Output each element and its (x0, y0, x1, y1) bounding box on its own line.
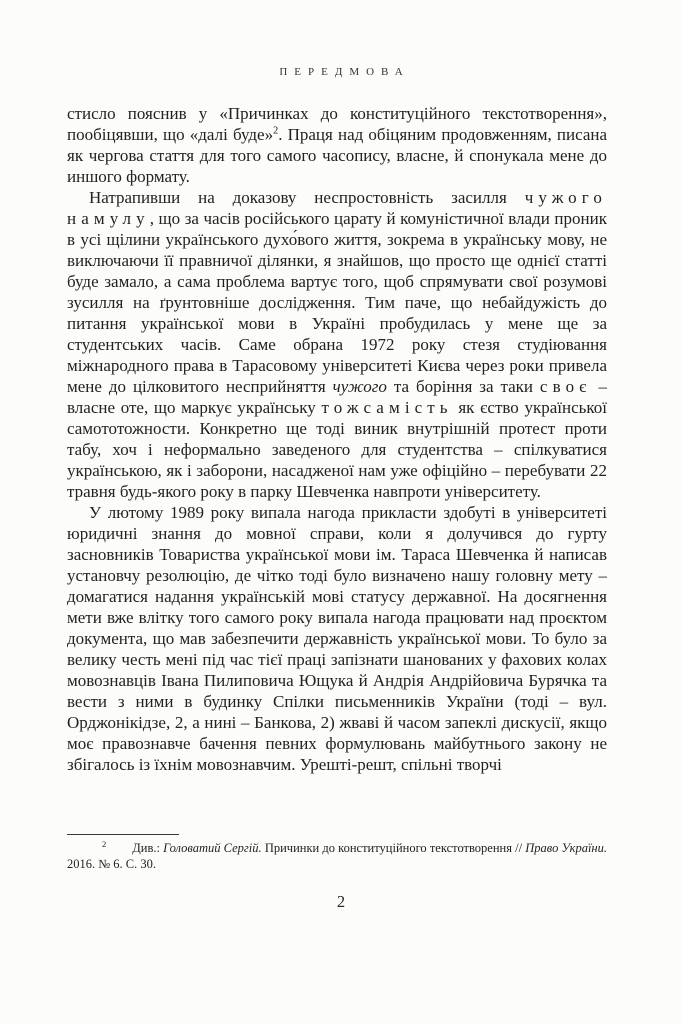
text-segment: тожсамість (321, 398, 453, 417)
text-segment: – власне оте, що маркує українську (67, 377, 607, 417)
running-header: ПЕРЕДМОВА (279, 66, 410, 78)
body-text (67, 103, 607, 829)
text-segment: чужого (332, 377, 387, 396)
footnote-separator (67, 834, 179, 835)
text-segment: 2 (273, 125, 279, 137)
paragraph (67, 103, 607, 187)
text-segment: Натрапивши на доказову неспростовність засилля (89, 188, 525, 207)
text-segment: Головатий Сергій. (163, 841, 262, 855)
page-number: 2 (336, 892, 346, 911)
text-segment: своє (539, 377, 592, 396)
text-segment: чужого намулу (67, 188, 607, 228)
paragraph (67, 187, 607, 502)
paragraph (67, 502, 607, 775)
text-segment: 2016. № 6. С. 30. (67, 856, 157, 871)
text-segment: та боріння за таки (386, 377, 540, 396)
footnote (67, 838, 607, 872)
text-segment: як єство української самототожности. Конкретно ще тоді виник внутрішній протест проти табу, хоч і неформально заведеного для студентства – спілкуватися українською, як і заборони, насадженої нам уже офіційно – перебувати 22 травня будь-якого року в парку Шевченка навпроти університету. (67, 398, 607, 501)
footnote-marker: 2 (102, 838, 107, 849)
text-segment: стисло пояснив у «Причинках до конституційного текстотворення», пообіцявши, що «далі буде» (67, 104, 607, 144)
text-segment: . Праця над обіцяним продовженням, писана як чергова стаття для того самого часопису, власне, й спонукала мене до иншого формату. (67, 125, 607, 186)
text-segment: Причинки до конституційного текстотворення // (261, 841, 526, 855)
text-segment: , що за часів російського царату й комуністичної влади проник в усі щілини українського духо́вого життя, зокрема в українську мову, не виключаючи її правничої ділянки, я знайшов, що просто ще однієї статті буде замало, а сама проблема вартує того, щоб спрямувати свої розумові зусилля на ґрунтовніше дослідження. Тим паче, що небайдужість до питання української мови в Україні пробудилась у мене ще за студентських часів. Саме обрана 1972 року стезя студіювання міжнародного права в Тарасовому університеті Києва через роки привела мене до цілковитого несприйняття (67, 209, 607, 396)
text-segment: Див.: (132, 841, 164, 855)
footnote-paragraph (67, 838, 607, 872)
text-segment: Право України. (525, 841, 607, 855)
text-segment: У лютому 1989 року випала нагода прикласти здобуті в університеті юридичні знання до мовної справи, коли я долучився до гурту засновників Товариства української мови ім. Тараса Шевченка й написав установчу резолюцію, де чітко тоді було визначено нашу головну мету – домагатися надання українській мові статусу державної. На досягнення мети вже влітку того самого року випала нагода працювати над проєктом документа, що мав забезпечити державність української мови. То було за велику честь мені під час тієї праці запізнати шанованих у фахових колах мовознавців Івана Пилиповича Ющука й Андрія Андрійовича Бурячка та вести з ними в будинку Спілки письменників України (тоді – вул. Орджонікідзе, 2, а нині – Банкова, 2) жваві й часом запеклі дискусії, якщо моє правознавче бачення певних формулювань майбутнього закону не збігалось із їхнім мовознавчим. Урешті-решт, спільні творчі (67, 503, 607, 774)
